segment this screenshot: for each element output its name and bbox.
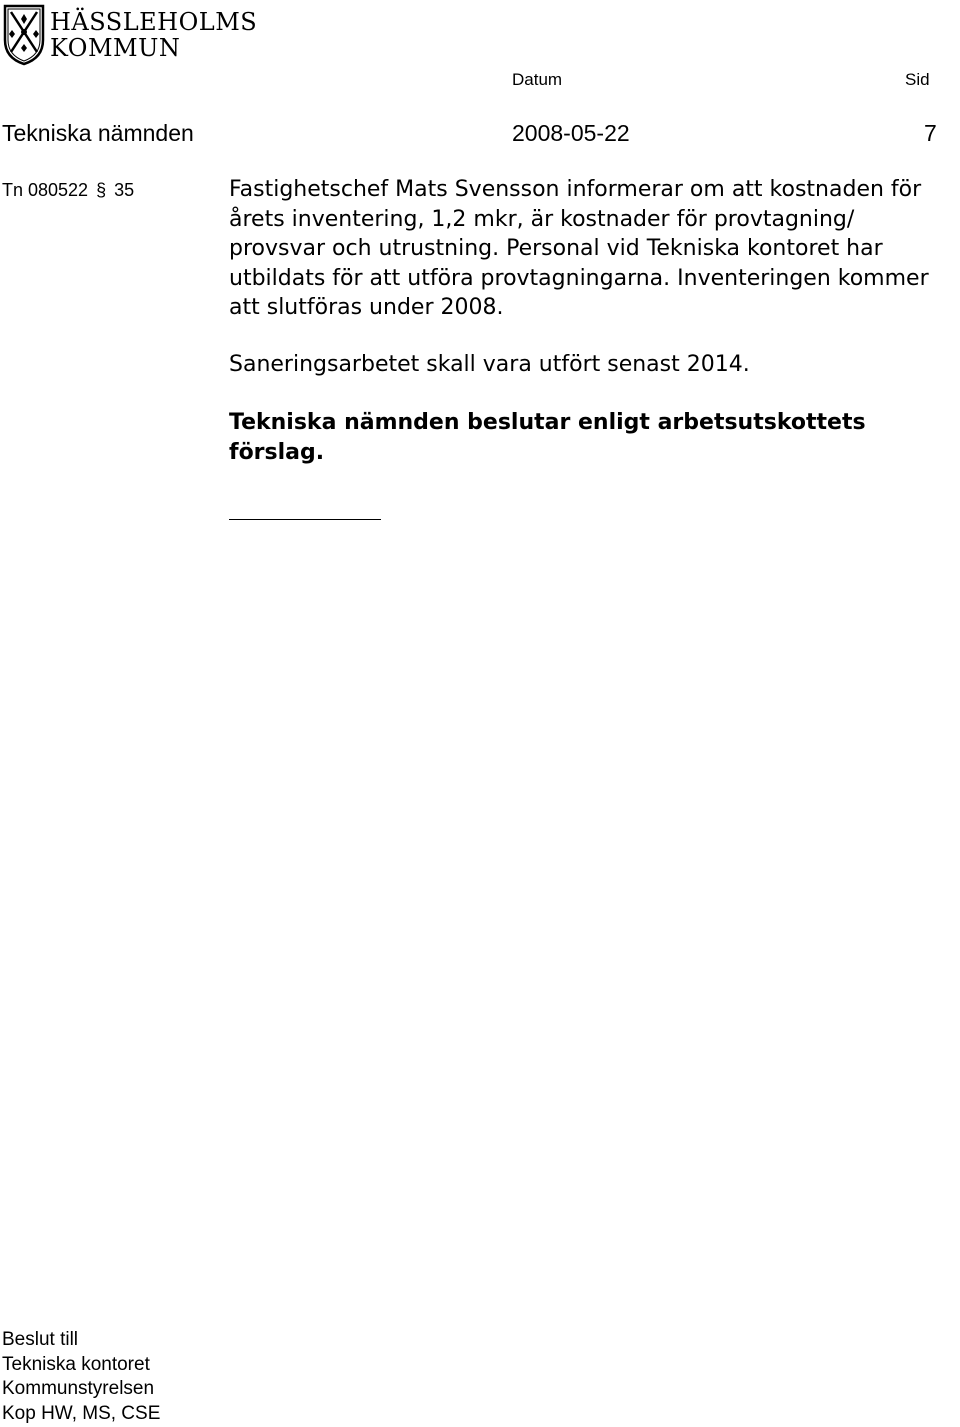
- decision-distribution: [2, 1328, 160, 1426]
- municipal-crest-icon: [2, 2, 46, 66]
- sid-label: Sid: [905, 70, 930, 89]
- case-reference: [2, 180, 134, 201]
- body-paragraph-1: Fastighetschef Mats Svensson informerar om att kostnaden för årets inventering, 1,2 mkr, är kostnader för provtagning/ provsvar och utrustning. Personal vid Tekniska kontoret har utbildats för att utföra provtagningarna. Inventeringen kommer att slutföras under 2008.: [229, 177, 929, 320]
- section-symbol: §: [96, 180, 107, 200]
- distribution-heading: Beslut till: [2, 1329, 79, 1350]
- distribution-recipient: Tekniska kontoret: [2, 1353, 150, 1375]
- distribution-recipient: Kop HW, MS, CSE: [2, 1402, 161, 1424]
- logo-name-line1: HÄSSLEHOLMS: [50, 8, 258, 36]
- separator-line: [229, 519, 381, 520]
- decision-paragraph: Tekniska nämnden beslutar enligt arbetsutskottets förslag.: [229, 410, 866, 465]
- committee-name: Tekniska nämnden: [2, 120, 194, 146]
- distribution-recipient: Kommunstyrelsen: [2, 1378, 155, 1399]
- logo-name-line2: KOMMUN: [50, 34, 181, 62]
- datum-label: Datum: [512, 70, 563, 89]
- body-paragraph-2: Saneringsarbetet skall vara utfört senast 2014.: [229, 352, 750, 377]
- section-number: 35: [114, 180, 135, 200]
- meeting-date: 2008-05-22: [512, 120, 630, 146]
- page-number: 7: [924, 120, 937, 146]
- case-reference-number: Tn 080522: [2, 180, 89, 200]
- municipality-logo: [0, 0, 258, 70]
